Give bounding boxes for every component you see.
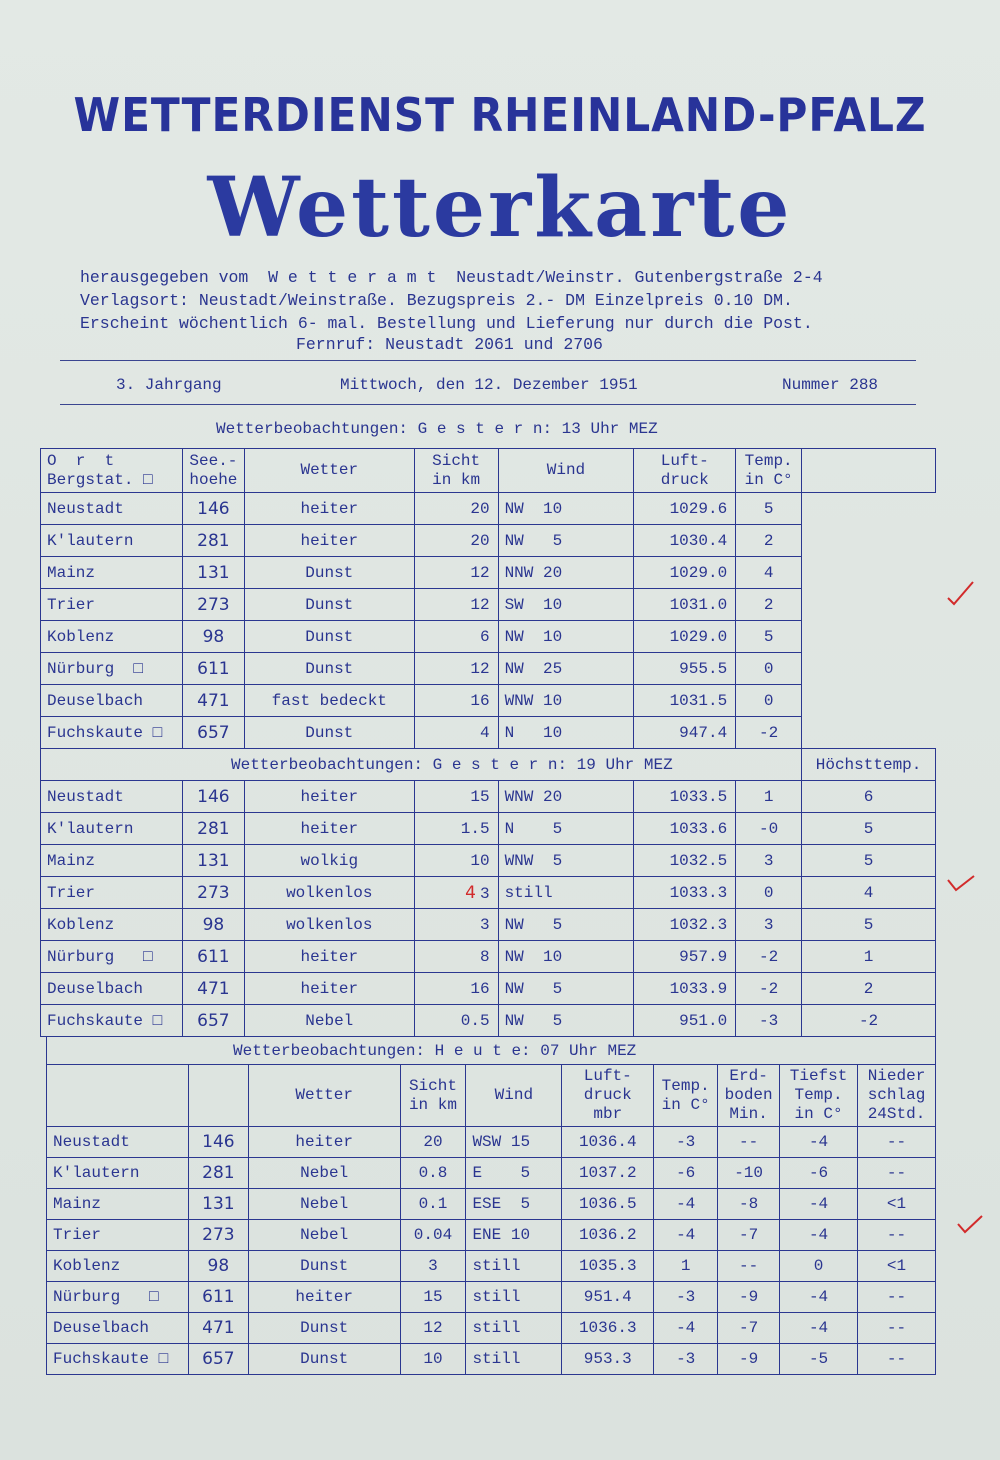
table-row: [47, 1220, 936, 1251]
cell: WNW 5: [498, 845, 634, 877]
table-row: [47, 1127, 936, 1158]
cell: K'lautern: [47, 1158, 189, 1189]
col-wetter-header: Wetter: [244, 449, 414, 493]
document-title: Wetterkarte: [207, 160, 793, 256]
col-wind-header: Wind: [498, 449, 634, 493]
cell: 12: [414, 653, 498, 685]
section3-header-cell: Wetter: [248, 1065, 400, 1127]
cell: -4: [654, 1313, 718, 1344]
organization-heading: WETTERDIENST RHEINLAND-PFALZ: [73, 88, 927, 142]
cell: -4: [654, 1220, 718, 1251]
cell: -4: [780, 1313, 858, 1344]
cell: Nürburg □: [47, 1282, 189, 1313]
cell: 1032.3: [634, 909, 736, 941]
cell: 2: [802, 973, 936, 1005]
cell: -8: [718, 1189, 780, 1220]
cell: NW 5: [498, 525, 634, 557]
cell: 2: [736, 589, 802, 621]
table-row: [41, 877, 936, 909]
cell: heiter: [244, 781, 414, 813]
cell: wolkenlos: [244, 877, 414, 909]
cell: 15: [414, 781, 498, 813]
cell: Dunst: [244, 557, 414, 589]
cell: 6: [802, 781, 936, 813]
cell: 3: [400, 1251, 466, 1282]
cell: Mainz: [41, 845, 183, 877]
cell: 3: [736, 845, 802, 877]
cell: fast bedeckt: [244, 685, 414, 717]
section3-header-row: [47, 1065, 936, 1127]
section3-caption: Wetterbeobachtungen: H e u t e: 07 Uhr MEZ: [47, 1037, 936, 1065]
cell: Nebel: [244, 1005, 414, 1037]
cell: -6: [654, 1158, 718, 1189]
cell: still: [466, 1251, 562, 1282]
cell: 4: [736, 557, 802, 589]
cell: Deuselbach: [47, 1313, 189, 1344]
cell: 947.4: [634, 717, 736, 749]
cell: Mainz: [47, 1189, 189, 1220]
cell: E 5: [466, 1158, 562, 1189]
table-row: [47, 1251, 936, 1282]
cell: 1: [802, 941, 936, 973]
cell: 657: [188, 1344, 248, 1375]
cell: N 5: [498, 813, 634, 845]
cell: -9: [718, 1344, 780, 1375]
cell: -7: [718, 1313, 780, 1344]
cell: Nebel: [248, 1220, 400, 1251]
cell: Nebel: [248, 1189, 400, 1220]
section1-header-row: [41, 449, 936, 493]
cell: 957.9: [634, 941, 736, 973]
cell: 273: [182, 877, 244, 909]
blank-header-cell: [802, 449, 936, 493]
cell: 657: [182, 717, 244, 749]
cell: WNW 10: [498, 685, 634, 717]
rule-bottom: [60, 404, 916, 405]
cell: 16: [414, 685, 498, 717]
cell: N 10: [498, 717, 634, 749]
cell: NNW 20: [498, 557, 634, 589]
cell: Dunst: [248, 1344, 400, 1375]
table-row: [41, 557, 936, 589]
cell: still: [466, 1344, 562, 1375]
cell: 2: [736, 525, 802, 557]
col-temp-header: Temp. in C°: [736, 449, 802, 493]
cell: 15: [400, 1282, 466, 1313]
cell: 0.1: [400, 1189, 466, 1220]
cell: -4: [780, 1127, 858, 1158]
cell: 98: [182, 909, 244, 941]
cell: Fuchskaute □: [41, 717, 183, 749]
cell: 1.5: [414, 813, 498, 845]
cell: 5: [736, 493, 802, 525]
cell: Dunst: [248, 1251, 400, 1282]
cell: 10: [400, 1344, 466, 1375]
cell: Koblenz: [41, 621, 183, 653]
cell: 281: [188, 1158, 248, 1189]
red-check-mark-1: [946, 578, 976, 608]
cell: -2: [802, 1005, 936, 1037]
info-line-2: Verlagsort: Neustadt/Weinstraße. Bezugspreis 2.- DM Einzelpreis 0.10 DM.: [80, 291, 793, 310]
cell: NW 5: [498, 973, 634, 1005]
cell: 20: [414, 525, 498, 557]
section2-caption-row: [41, 749, 936, 781]
cell: WSW 15: [466, 1127, 562, 1158]
cell: heiter: [244, 973, 414, 1005]
cell: K'lautern: [41, 525, 183, 557]
cell: 8: [414, 941, 498, 973]
cell: 1029.6: [634, 493, 736, 525]
cell: 1035.3: [562, 1251, 654, 1282]
red-check-mark-2: [946, 866, 976, 896]
cell: 657: [182, 1005, 244, 1037]
cell: 0.8: [400, 1158, 466, 1189]
cell: Fuchskaute □: [47, 1344, 189, 1375]
cell: still: [466, 1313, 562, 1344]
cell: Neustadt: [41, 781, 183, 813]
cell: 471: [188, 1313, 248, 1344]
cell: -4: [780, 1189, 858, 1220]
cell: --: [858, 1127, 936, 1158]
table-row: [41, 717, 936, 749]
cell: 10: [414, 845, 498, 877]
cell: 5: [802, 813, 936, 845]
cell: --: [858, 1158, 936, 1189]
table-row: [41, 653, 936, 685]
cell: 146: [188, 1127, 248, 1158]
cell: 131: [188, 1189, 248, 1220]
cell: Dunst: [244, 589, 414, 621]
rule-top: [60, 360, 916, 361]
cell: 0: [736, 877, 802, 909]
cell: NW 10: [498, 493, 634, 525]
cell: 1036.3: [562, 1313, 654, 1344]
cell: 611: [188, 1282, 248, 1313]
cell: heiter: [248, 1127, 400, 1158]
cell: 4: [802, 877, 936, 909]
table-row: [41, 781, 936, 813]
section3-header-cell: Sicht in km: [400, 1065, 466, 1127]
col-druck-header: Luft- druck: [634, 449, 736, 493]
cell: Koblenz: [41, 909, 183, 941]
cell: Trier: [47, 1220, 189, 1251]
table-row: [41, 909, 936, 941]
cell: -2: [736, 941, 802, 973]
cell: 281: [182, 525, 244, 557]
info-line-1: herausgegeben vom W e t t e r a m t Neustadt/Weinstr. Gutenbergstraße 2-4: [80, 268, 823, 287]
cell: 0: [736, 653, 802, 685]
cell: -2: [736, 973, 802, 1005]
cell: ESE 5: [466, 1189, 562, 1220]
cell: still: [466, 1282, 562, 1313]
table-row: [47, 1344, 936, 1375]
cell: 273: [182, 589, 244, 621]
cell: 20: [414, 493, 498, 525]
table-row: [41, 621, 936, 653]
cell: --: [858, 1313, 936, 1344]
cell: 1036.2: [562, 1220, 654, 1251]
cell: -4: [780, 1220, 858, 1251]
cell: NW 5: [498, 1005, 634, 1037]
cell: NW 10: [498, 941, 634, 973]
cell: heiter: [244, 813, 414, 845]
cell: 273: [188, 1220, 248, 1251]
issue-date: Mittwoch, den 12. Dezember 1951: [340, 376, 638, 394]
cell: --: [858, 1220, 936, 1251]
section3-header-cell: Wind: [466, 1065, 562, 1127]
cell: 951.4: [562, 1282, 654, 1313]
cell: 953.3: [562, 1344, 654, 1375]
cell: 951.0: [634, 1005, 736, 1037]
cell: Neustadt: [47, 1127, 189, 1158]
cell: wolkenlos: [244, 909, 414, 941]
cell: 1033.3: [634, 877, 736, 909]
cell: 1033.5: [634, 781, 736, 813]
issue-number: Nummer 288: [782, 376, 879, 394]
table-row: [41, 973, 936, 1005]
cell: Mainz: [41, 557, 183, 589]
cell: 1033.9: [634, 973, 736, 1005]
cell: WNW 20: [498, 781, 634, 813]
cell: 98: [182, 621, 244, 653]
red-check-mark-3: [956, 1206, 986, 1236]
cell: SW 10: [498, 589, 634, 621]
table-row: [47, 1313, 936, 1344]
hoechsttemp-header: Höchsttemp.: [802, 749, 936, 781]
cell: -3: [654, 1344, 718, 1375]
cell: -3: [736, 1005, 802, 1037]
cell: 0.5: [414, 1005, 498, 1037]
jahrgang: 3. Jahrgang: [116, 376, 222, 394]
cell: Trier: [41, 877, 183, 909]
cell: 16: [414, 973, 498, 1005]
cell: 12: [414, 557, 498, 589]
section3-header-cell: Tiefst Temp. in C°: [780, 1065, 858, 1127]
cell: 1031.5: [634, 685, 736, 717]
cell: Nürburg □: [41, 941, 183, 973]
cell: -5: [780, 1344, 858, 1375]
cell: Dunst: [244, 621, 414, 653]
cell: 5: [736, 621, 802, 653]
cell: Koblenz: [47, 1251, 189, 1282]
observations-yesterday-table: [40, 448, 936, 1037]
section3-header-cell: [188, 1065, 248, 1127]
section3-header-cell: Temp. in C°: [654, 1065, 718, 1127]
table-row: [41, 685, 936, 717]
cell: NW 25: [498, 653, 634, 685]
cell: -3: [654, 1127, 718, 1158]
section2-caption: Wetterbeobachtungen: G e s t e r n: 19 Uhr MEZ: [41, 749, 802, 781]
col-ort-header: O r t Bergstat. □: [41, 449, 183, 493]
cell: 98: [188, 1251, 248, 1282]
cell: 146: [182, 493, 244, 525]
table-row: [41, 493, 936, 525]
cell: 1036.5: [562, 1189, 654, 1220]
cell: 5: [802, 845, 936, 877]
cell: 0: [780, 1251, 858, 1282]
table-row: [47, 1189, 936, 1220]
cell: 1029.0: [634, 621, 736, 653]
cell: 1032.5: [634, 845, 736, 877]
table-row: [47, 1158, 936, 1189]
cell: heiter: [244, 525, 414, 557]
table-row: [41, 525, 936, 557]
cell: 12: [414, 589, 498, 621]
cell: 131: [182, 557, 244, 589]
section3-header-cell: [47, 1065, 189, 1127]
cell: -2: [736, 717, 802, 749]
cell: -3: [654, 1282, 718, 1313]
cell: 12: [400, 1313, 466, 1344]
cell: 1033.6: [634, 813, 736, 845]
section1-caption: Wetterbeobachtungen: G e s t e r n: 13 Uhr MEZ: [216, 420, 658, 438]
cell: 1: [654, 1251, 718, 1282]
cell: 20: [400, 1127, 466, 1158]
table-row: [41, 845, 936, 877]
table-row: [47, 1282, 936, 1313]
cell: 4: [414, 717, 498, 749]
cell: Deuselbach: [41, 973, 183, 1005]
cell: -4: [780, 1282, 858, 1313]
cell: 3: [414, 909, 498, 941]
cell: 146: [182, 781, 244, 813]
cell: 281: [182, 813, 244, 845]
cell: 131: [182, 845, 244, 877]
cell: <1: [858, 1251, 936, 1282]
cell: -7: [718, 1220, 780, 1251]
cell: Fuchskaute □: [41, 1005, 183, 1037]
cell: Deuselbach: [41, 685, 183, 717]
cell: -4: [654, 1189, 718, 1220]
cell: -10: [718, 1158, 780, 1189]
cell: -6: [780, 1158, 858, 1189]
cell: 955.5: [634, 653, 736, 685]
table-row: [41, 941, 936, 973]
cell: 5: [802, 909, 936, 941]
cell: -0: [736, 813, 802, 845]
cell: --: [858, 1282, 936, 1313]
cell: 471: [182, 685, 244, 717]
observations-today-table: [46, 1036, 936, 1375]
cell: --: [858, 1344, 936, 1375]
cell: 611: [182, 653, 244, 685]
cell: 1030.4: [634, 525, 736, 557]
cell: Dunst: [244, 653, 414, 685]
info-line-3: Erscheint wöchentlich 6- mal. Bestellung und Lieferung nur durch die Post.: [80, 314, 813, 333]
table-row: [41, 589, 936, 621]
cell: heiter: [244, 941, 414, 973]
section3-header-cell: Luft- druck mbr: [562, 1065, 654, 1127]
section3-caption-row: [47, 1037, 936, 1065]
cell: 0.04: [400, 1220, 466, 1251]
cell: NW 10: [498, 621, 634, 653]
cell: 3: [736, 909, 802, 941]
col-sicht-header: Sicht in km: [414, 449, 498, 493]
cell: Trier: [41, 589, 183, 621]
cell: --: [718, 1251, 780, 1282]
cell: Nebel: [248, 1158, 400, 1189]
table-row: [41, 1005, 936, 1037]
cell: 1036.4: [562, 1127, 654, 1158]
cell: K'lautern: [41, 813, 183, 845]
cell: 1031.0: [634, 589, 736, 621]
cell: ENE 10: [466, 1220, 562, 1251]
section3-header-cell: Nieder schlag 24Std.: [858, 1065, 936, 1127]
cell: [414, 877, 498, 909]
cell: Dunst: [248, 1313, 400, 1344]
cell: 611: [182, 941, 244, 973]
cell: 1037.2: [562, 1158, 654, 1189]
cell: heiter: [248, 1282, 400, 1313]
section3-header-cell: Erd- boden Min.: [718, 1065, 780, 1127]
handwritten-correction: 4: [465, 882, 476, 903]
cell: Nürburg □: [41, 653, 183, 685]
table-row: [41, 813, 936, 845]
cell: Neustadt: [41, 493, 183, 525]
cell: still: [498, 877, 634, 909]
cell: --: [718, 1127, 780, 1158]
info-line-4: Fernruf: Neustadt 2061 und 2706: [296, 335, 603, 354]
cell: 0: [736, 685, 802, 717]
cell: wolkig: [244, 845, 414, 877]
cell: Dunst: [244, 717, 414, 749]
cell: heiter: [244, 493, 414, 525]
cell: <1: [858, 1189, 936, 1220]
cell: 471: [182, 973, 244, 1005]
col-hoehe-header: See.- hoehe: [182, 449, 244, 493]
cell: NW 5: [498, 909, 634, 941]
cell: 1: [736, 781, 802, 813]
cell: -9: [718, 1282, 780, 1313]
cell: 6: [414, 621, 498, 653]
cell: 1029.0: [634, 557, 736, 589]
cell-value: 3: [479, 884, 490, 903]
